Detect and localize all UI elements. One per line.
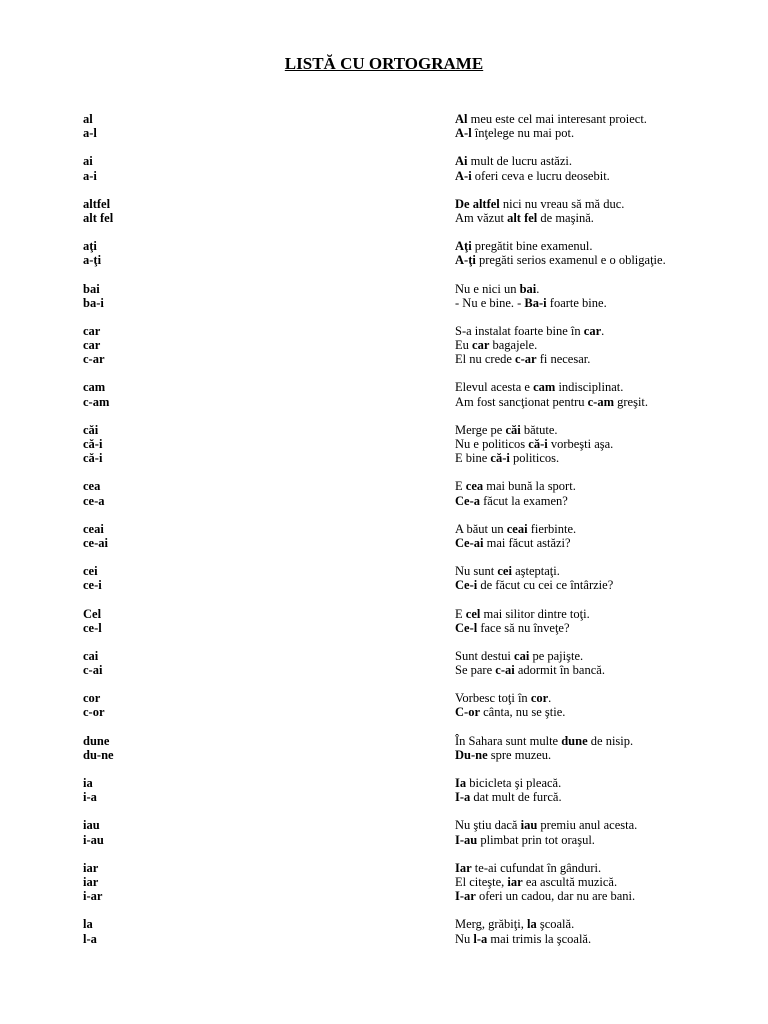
- orthogram-word: iau: [83, 818, 100, 833]
- orthogram-group: [0, 818, 768, 846]
- sentence-text: Vorbesc toţi în: [455, 691, 531, 706]
- sentence-highlight: Aţi: [455, 239, 472, 254]
- sentence-text: Eu: [455, 338, 473, 353]
- sentence-highlight: cei: [497, 564, 512, 579]
- orthogram-row: [0, 578, 768, 592]
- example-sentence: [455, 169, 610, 183]
- example-sentence: [455, 875, 617, 889]
- orthogram-word: că-i: [83, 437, 103, 451]
- orthogram-row: [0, 395, 768, 409]
- orthogram-word: ia: [83, 776, 93, 790]
- sentence-highlight: Ce-l: [455, 620, 478, 635]
- sentence-text: bicicleta şi pleacă.: [466, 776, 562, 790]
- example-sentence: [455, 197, 624, 211]
- sentence-text: greşit.: [614, 394, 649, 409]
- sentence-text: Merge pe: [455, 422, 506, 437]
- sentence-text: pregătit bine examenul.: [471, 239, 593, 254]
- orthogram-row: [0, 197, 768, 211]
- orthogram-word: Cel: [83, 606, 102, 621]
- sentence-text: adormit în bancă.: [514, 663, 605, 678]
- example-sentence: [455, 734, 633, 748]
- orthogram-row: [0, 380, 768, 394]
- orthogram-row: [0, 536, 768, 550]
- example-sentence: [455, 917, 574, 931]
- example-sentence: [455, 338, 537, 352]
- orthogram-word: că-i: [83, 451, 103, 466]
- example-sentence: [455, 437, 613, 451]
- sentence-text: În Sahara sunt multe: [455, 733, 562, 748]
- orthogram-group: [0, 607, 768, 635]
- sentence-text: .: [536, 281, 540, 296]
- sentence-text: mai făcut astăzi?: [483, 535, 571, 550]
- sentence-text: politicos.: [509, 451, 560, 466]
- orthogram-group: [0, 776, 768, 804]
- sentence-text: pe pajişte.: [529, 648, 584, 663]
- orthogram-group: [0, 564, 768, 592]
- orthogram-row: [0, 239, 768, 253]
- orthogram-row: [0, 932, 768, 946]
- sentence-text: mai bună la sport.: [483, 479, 576, 494]
- sentence-text: A băut un: [455, 521, 507, 536]
- sentence-text: dat mult de furcă.: [470, 790, 562, 805]
- sentence-text: Elevul acesta e: [455, 380, 534, 395]
- orthogram-word: ceai: [83, 521, 104, 536]
- orthogram-row: [0, 282, 768, 296]
- orthogram-word: c-or: [83, 705, 105, 720]
- orthogram-group: [0, 423, 768, 466]
- example-sentence: [455, 126, 574, 140]
- example-sentence: [455, 776, 561, 790]
- page-title: LISTĂ CU ORTOGRAME: [284, 54, 484, 73]
- example-sentence: [455, 932, 591, 946]
- example-sentence: [455, 253, 666, 267]
- example-sentence: [455, 578, 613, 592]
- sentence-text: El citeşte,: [455, 874, 508, 889]
- orthogram-row: [0, 253, 768, 267]
- sentence-text: Am văzut: [455, 210, 508, 225]
- sentence-text: Se pare: [455, 663, 496, 678]
- example-sentence: [455, 818, 637, 832]
- orthogram-row: [0, 734, 768, 748]
- orthogram-group: [0, 380, 768, 408]
- orthogram-row: [0, 338, 768, 352]
- example-sentence: [455, 607, 590, 621]
- example-sentence: [455, 522, 576, 536]
- orthogram-word: la: [83, 917, 93, 932]
- example-sentence: [455, 705, 565, 719]
- sentence-text: fierbinte.: [527, 521, 577, 536]
- sentence-text: mai silitor dintre toţi.: [480, 606, 590, 621]
- sentence-text: Nu sunt: [455, 564, 498, 579]
- orthogram-group: [0, 239, 768, 267]
- orthogram-group: [0, 282, 768, 310]
- sentence-text: E: [455, 479, 466, 494]
- orthogram-row: [0, 705, 768, 719]
- orthogram-word: car: [83, 338, 101, 353]
- sentence-highlight: Ia: [455, 776, 467, 790]
- example-sentence: [455, 211, 594, 225]
- example-sentence: [455, 479, 576, 493]
- sentence-highlight: l-a: [473, 931, 488, 946]
- sentence-highlight: cai: [514, 648, 530, 663]
- sentence-text: face să nu înveţe?: [477, 620, 570, 635]
- example-sentence: [455, 324, 604, 338]
- orthogram-word: al: [83, 112, 93, 126]
- orthogram-row: [0, 352, 768, 366]
- example-sentence: [455, 296, 607, 310]
- example-sentence: [455, 649, 583, 663]
- sentence-text: .: [548, 691, 552, 706]
- sentence-highlight: cam: [533, 380, 556, 395]
- orthogram-word: iar: [83, 874, 99, 889]
- orthogram-row: [0, 296, 768, 310]
- orthogram-row: [0, 437, 768, 451]
- sentence-highlight: I-a: [455, 790, 471, 805]
- orthogram-row: [0, 451, 768, 465]
- orthogram-word: du-ne: [83, 747, 114, 762]
- orthogram-row: [0, 211, 768, 225]
- orthogram-word: c-am: [83, 394, 110, 409]
- sentence-text: E bine: [455, 451, 491, 466]
- orthogram-word: cai: [83, 648, 99, 663]
- sentence-text: şcoală.: [536, 917, 575, 932]
- sentence-highlight: A-i: [455, 168, 472, 183]
- example-sentence: [455, 536, 571, 550]
- orthogram-word: ce-a: [83, 493, 105, 508]
- orthogram-word: ba-i: [83, 295, 104, 310]
- orthogram-row: [0, 522, 768, 536]
- orthogram-row: [0, 423, 768, 437]
- sentence-highlight: C-or: [455, 705, 480, 720]
- orthogram-row: [0, 479, 768, 493]
- orthogram-word: i-ar: [83, 889, 103, 904]
- orthogram-row: [0, 607, 768, 621]
- sentence-text: bătute.: [520, 422, 558, 437]
- sentence-text: El nu crede: [455, 352, 516, 367]
- orthogram-row: [0, 169, 768, 183]
- example-sentence: [455, 112, 647, 126]
- orthogram-word: a-i: [83, 168, 97, 183]
- sentence-text: făcut la examen?: [480, 493, 568, 508]
- orthogram-word: alt fel: [83, 210, 114, 225]
- sentence-highlight: Iar: [455, 860, 472, 875]
- orthogram-word: altfel: [83, 196, 111, 211]
- orthogram-word: l-a: [83, 931, 97, 946]
- sentence-text: te-ai cufundat în gânduri.: [471, 860, 602, 875]
- example-sentence: [455, 691, 551, 705]
- sentence-highlight: I-ar: [455, 889, 476, 904]
- sentence-text: Sunt destui: [455, 648, 515, 663]
- sentence-highlight: car: [472, 338, 490, 353]
- sentence-highlight: c-ai: [495, 663, 515, 678]
- sentence-text: de maşină.: [537, 210, 594, 225]
- orthogram-word: car: [83, 323, 101, 338]
- sentence-text: Nu e nici un: [455, 281, 520, 296]
- orthogram-word: i-au: [83, 832, 104, 847]
- orthogram-group: [0, 324, 768, 367]
- example-sentence: [455, 564, 560, 578]
- orthogram-word: ce-ai: [83, 535, 108, 550]
- orthogram-word: c-ar: [83, 352, 105, 367]
- orthogram-word: ce-i: [83, 578, 102, 593]
- orthogram-row: [0, 889, 768, 903]
- orthogram-word: i-a: [83, 790, 97, 805]
- sentence-highlight: Ba-i: [524, 295, 547, 310]
- orthogram-row: [0, 126, 768, 140]
- sentence-text: înţelege nu mai pot.: [471, 126, 575, 141]
- sentence-text: E: [455, 606, 466, 621]
- sentence-highlight: dune: [561, 733, 588, 748]
- example-sentence: [455, 154, 572, 168]
- orthogram-group: [0, 734, 768, 762]
- example-sentence: [455, 663, 605, 677]
- sentence-text: spre muzeu.: [487, 747, 552, 762]
- example-sentence: [455, 889, 635, 903]
- sentence-text: de făcut cu cei ce întârzie?: [477, 578, 614, 593]
- sentence-highlight: cel: [465, 606, 481, 621]
- sentence-highlight: cea: [465, 479, 484, 494]
- sentence-text: vorbeşti aşa.: [547, 437, 614, 451]
- sentence-text: mult de lucru astăzi.: [467, 154, 572, 169]
- orthogram-group: [0, 649, 768, 677]
- sentence-text: foarte bine.: [546, 295, 607, 310]
- sentence-text: S-a instalat foarte bine în: [455, 323, 584, 338]
- sentence-text: Am fost sancţionat pentru: [455, 394, 588, 409]
- orthogram-word: a-ţi: [83, 253, 102, 268]
- orthogram-word: c-ai: [83, 663, 103, 678]
- example-sentence: [455, 380, 623, 394]
- orthogram-group: [0, 154, 768, 182]
- sentence-highlight: A-ţi: [455, 253, 476, 268]
- orthogram-word: cor: [83, 691, 101, 706]
- sentence-text: bagajele.: [489, 338, 538, 353]
- orthogram-row: [0, 663, 768, 677]
- sentence-highlight: alt fel: [507, 210, 538, 225]
- sentence-text: .: [601, 323, 605, 338]
- sentence-text: de nisip.: [587, 733, 634, 748]
- sentence-text: pregăti serios examenul e o obligaţie.: [475, 253, 666, 268]
- orthogram-row: [0, 691, 768, 705]
- sentence-text: aşteptaţi.: [511, 564, 560, 579]
- orthogram-group: [0, 691, 768, 719]
- example-sentence: [455, 748, 551, 762]
- sentence-text: Nu: [455, 931, 474, 946]
- sentence-text: mai trimis la şcoală.: [487, 931, 592, 946]
- example-sentence: [455, 494, 568, 508]
- sentence-text: oferi ceva e lucru deosebit.: [471, 168, 610, 183]
- orthogram-word: cei: [83, 564, 98, 579]
- orthogram-word: ce-l: [83, 620, 102, 635]
- orthogram-row: [0, 818, 768, 832]
- example-sentence: [455, 239, 592, 253]
- sentence-highlight: Ce-ai: [455, 535, 484, 550]
- sentence-highlight: I-au: [455, 832, 478, 847]
- sentence-text: ea ascultă muzică.: [522, 874, 618, 889]
- example-sentence: [455, 282, 539, 296]
- sentence-text: Nu e politicos: [455, 437, 529, 451]
- sentence-text: cânta, nu se ştie.: [480, 705, 566, 720]
- orthogram-word: aţi: [83, 239, 97, 254]
- sentence-text: premiu anul acesta.: [537, 818, 638, 833]
- sentence-highlight: c-am: [587, 394, 614, 409]
- orthogram-word: dune: [83, 733, 110, 748]
- sentence-highlight: cor: [530, 691, 549, 706]
- orthogram-row: [0, 649, 768, 663]
- sentence-highlight: că-i: [490, 451, 510, 466]
- orthogram-word: ai: [83, 154, 93, 169]
- example-sentence: [455, 790, 562, 804]
- orthogram-row: [0, 861, 768, 875]
- orthogram-word: a-l: [83, 126, 97, 141]
- sentence-highlight: car: [583, 323, 602, 338]
- orthogram-row: [0, 776, 768, 790]
- sentence-text: - Nu e bine. -: [455, 295, 525, 310]
- orthogram-row: [0, 790, 768, 804]
- sentence-text: fi necesar.: [536, 352, 591, 367]
- orthogram-word: bai: [83, 281, 100, 296]
- sentence-text: plimbat prin tot oraşul.: [477, 832, 595, 847]
- example-sentence: [455, 861, 601, 875]
- example-sentence: [455, 352, 590, 366]
- example-sentence: [455, 395, 648, 409]
- sentence-highlight: Ce-a: [455, 493, 480, 508]
- sentence-text: Merg, grăbiţi,: [455, 917, 527, 932]
- orthogram-list: [0, 112, 768, 960]
- orthogram-row: [0, 154, 768, 168]
- sentence-highlight: iar: [507, 874, 523, 889]
- orthogram-row: [0, 875, 768, 889]
- example-sentence: [455, 621, 570, 635]
- orthogram-word: căi: [83, 422, 99, 437]
- sentence-highlight: la: [526, 917, 537, 932]
- sentence-highlight: Al: [455, 112, 468, 126]
- orthogram-row: [0, 748, 768, 762]
- orthogram-row: [0, 494, 768, 508]
- sentence-highlight: iau: [520, 818, 538, 833]
- orthogram-group: [0, 479, 768, 507]
- sentence-text: indisciplinat.: [555, 380, 624, 395]
- orthogram-group: [0, 112, 768, 140]
- orthogram-row: [0, 112, 768, 126]
- example-sentence: [455, 833, 595, 847]
- sentence-highlight: c-ar: [515, 352, 537, 367]
- sentence-highlight: De altfel: [455, 196, 500, 211]
- orthogram-group: [0, 861, 768, 904]
- orthogram-word: iar: [83, 860, 99, 875]
- sentence-highlight: Du-ne: [455, 747, 488, 762]
- orthogram-word: cea: [83, 479, 101, 494]
- sentence-text: nici nu vreau să mă duc.: [499, 196, 625, 211]
- sentence-highlight: căi: [505, 422, 521, 437]
- sentence-text: Nu ştiu dacă: [455, 818, 521, 833]
- sentence-text: oferi un cadou, dar nu are bani.: [475, 889, 636, 904]
- sentence-highlight: bai: [519, 281, 537, 296]
- sentence-highlight: că-i: [528, 437, 548, 451]
- orthogram-group: [0, 197, 768, 225]
- example-sentence: [455, 451, 559, 465]
- sentence-highlight: A-l: [455, 126, 472, 141]
- sentence-highlight: Ce-i: [455, 578, 478, 593]
- orthogram-row: [0, 621, 768, 635]
- orthogram-row: [0, 564, 768, 578]
- orthogram-row: [0, 917, 768, 931]
- orthogram-word: cam: [83, 380, 106, 395]
- orthogram-group: [0, 522, 768, 550]
- sentence-text: meu este cel mai interesant proiect.: [467, 112, 647, 126]
- orthogram-group: [0, 917, 768, 945]
- sentence-highlight: Ai: [455, 154, 468, 169]
- sentence-highlight: ceai: [506, 521, 528, 536]
- example-sentence: [455, 423, 558, 437]
- orthogram-row: [0, 324, 768, 338]
- orthogram-row: [0, 833, 768, 847]
